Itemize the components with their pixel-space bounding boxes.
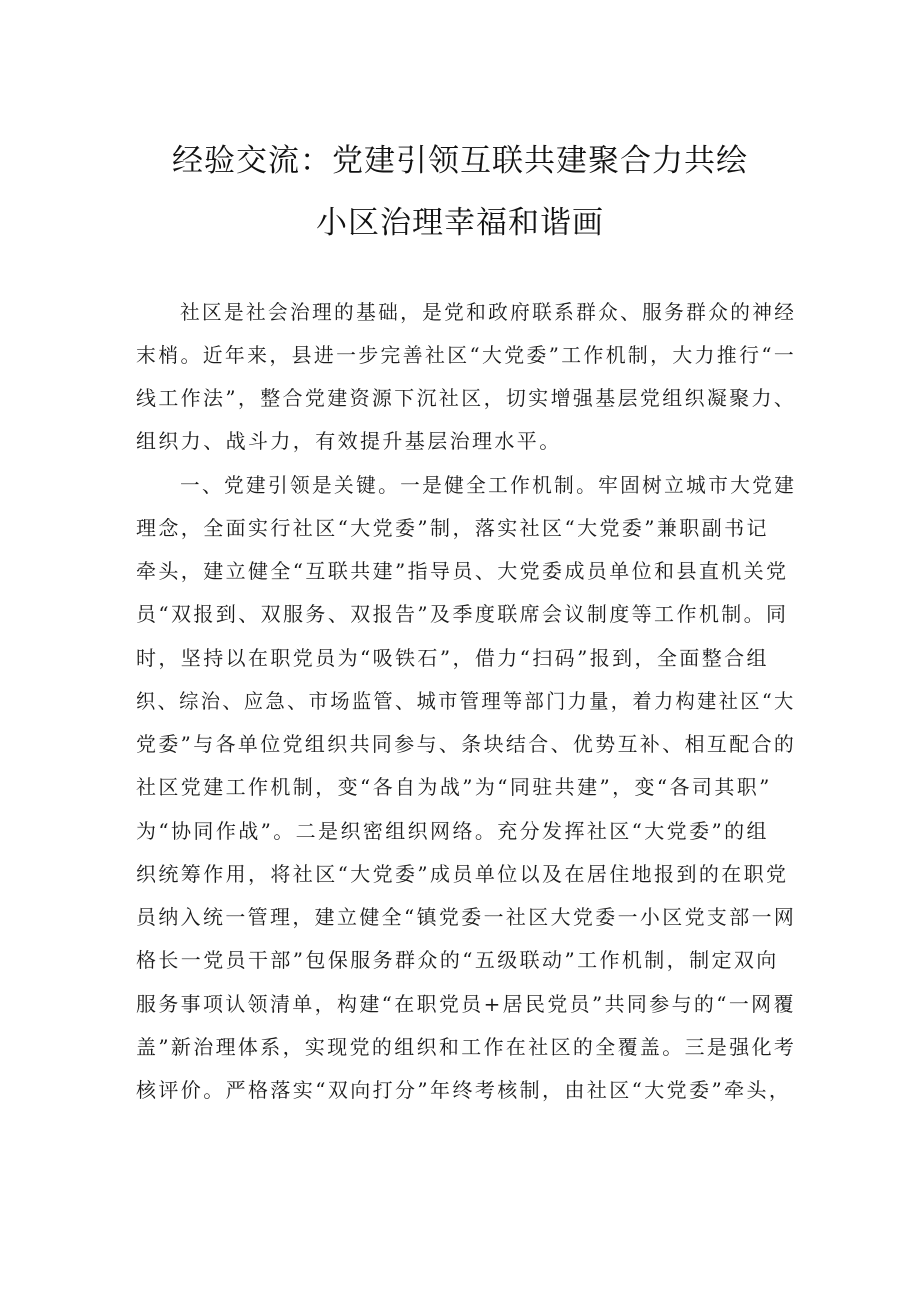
text-line: 为“协同作战”。二是织密组织网络。充分发挥社区“大党委”的组 (136, 819, 769, 843)
text-line: 员“双报到、双服务、双报告”及季度联席会议制度等工作机制。同 (136, 602, 789, 626)
text-line: 末梢。近年来，县进一步完善社区“大党委”工作机制，大力推行“一 (136, 343, 797, 367)
text-line: 服务事项认领清单，构建“在职党员+居民党员”共同参与的“一网覆 (136, 992, 796, 1016)
text-line: 党委”与各单位党组织共同参与、条块结合、优势互补、相互配合的 (136, 732, 797, 756)
text-line: 组织力、战斗力，有效提升基层治理水平。 (136, 429, 562, 453)
text-line: 一、党建引领是关键。一是健全工作机制。牢固树立城市大党建 (180, 473, 797, 497)
document-title-line-1: 经验交流：党建引领互联共建聚合力共绘 (172, 143, 748, 179)
text-line: 核评价。严格落实“双向打分”年终考核制，由社区“大党委”牵头， (136, 1078, 792, 1102)
text-line: 牵头，建立健全“互联共建”指导员、大党委成员单位和县直机关党 (136, 559, 789, 583)
text-line: 格长一党员干部”包保服务群众的“五级联动”工作机制，制定双向 (136, 948, 779, 972)
text-line: 社区是社会治理的基础，是党和政府联系群众、服务群众的神经 (180, 300, 797, 324)
text-line: 盖”新治理体系，实现党的组织和工作在社区的全覆盖。三是强化考 (136, 1035, 797, 1059)
document-title-line-2: 小区治理幸福和谐画 (316, 205, 604, 241)
text-line: 织、综治、应急、市场监管、城市管理等部门力量，着力构建社区“大 (136, 689, 796, 713)
text-line: 时，坚持以在职党员为“吸铁石”，借力“扫码”报到，全面整合组 (136, 646, 769, 670)
text-line: 员纳入统一管理，建立健全“镇党委一社区大党委一小区党支部一网 (136, 905, 797, 929)
text-line: 线工作法”，整合党建资源下沉社区，切实增强基层党组织凝聚力、 (136, 386, 797, 410)
text-line: 织统筹作用，将社区“大党委”成员单位以及在居住地报到的在职党 (136, 862, 789, 886)
text-line: 理念，全面实行社区“大党委”制，落实社区“大党委”兼职副书记 (136, 516, 769, 540)
text-line: 社区党建工作机制，变“各自为战”为“同驻共建”，变“各司其职” (136, 775, 772, 799)
